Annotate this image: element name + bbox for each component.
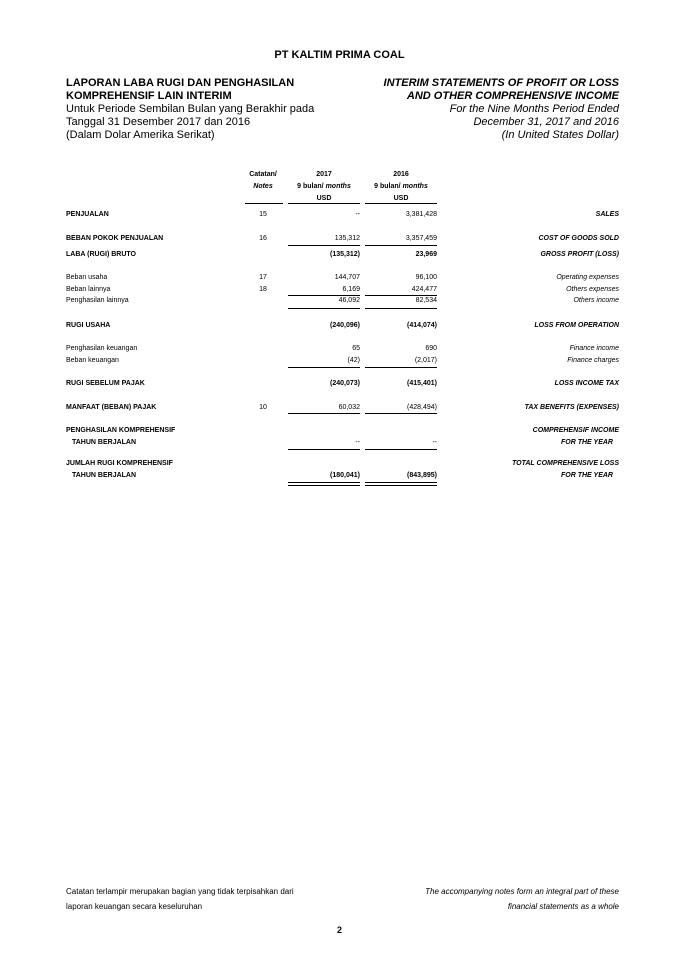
total-double-rule-2017-a bbox=[288, 482, 360, 483]
row-label: TAHUN BERJALAN bbox=[72, 472, 137, 479]
row-label-en: Finance charges bbox=[567, 357, 619, 364]
row-label: TAHUN BERJALAN bbox=[72, 439, 137, 446]
row-label: JUMLAH RUGI KOMPREHENSIF bbox=[66, 460, 173, 467]
footer-right-line1: The accompanying notes form an integral part of these bbox=[425, 887, 619, 896]
total-double-rule-2016-b bbox=[365, 485, 437, 486]
row-label: LABA (RUGI) BRUTO bbox=[66, 251, 136, 258]
col-2017-period: 9 bulan/ months bbox=[297, 183, 351, 190]
subtitle-right-line1: For the Nine Months Period Ended bbox=[449, 103, 619, 115]
row-value-2017: -- bbox=[355, 439, 360, 446]
subtitle-left-line2: Tanggal 31 Desember 2017 dan 2016 bbox=[66, 116, 251, 128]
row-value-2016: 3,381,428 bbox=[405, 211, 437, 218]
subtotal-rule-2016 bbox=[365, 367, 437, 368]
row-value-2017: 135,312 bbox=[334, 235, 360, 242]
row-label-en: GROSS PROFIT (LOSS) bbox=[540, 251, 619, 258]
col-2016-currency: USD bbox=[393, 195, 409, 202]
row-value-2017: (135,312) bbox=[330, 251, 360, 258]
subtitle-left-line1: Untuk Periode Sembilan Bulan yang Berakhir pada bbox=[66, 103, 315, 115]
row-value-2017: 60,032 bbox=[338, 404, 360, 411]
row-label-en: Finance income bbox=[569, 345, 619, 352]
footer-left-line1: Catatan terlampir merupakan bagian yang tidak terpisahkan dari bbox=[66, 887, 294, 896]
subtitle-right-line2: December 31, 2017 and 2016 bbox=[473, 116, 619, 128]
subtotal-rule-2017 bbox=[288, 413, 360, 414]
subtotal-rule-2016 bbox=[365, 308, 437, 309]
title-left-line1: LAPORAN LABA RUGI DAN PENGHASILAN bbox=[66, 77, 295, 89]
row-label: MANFAAT (BEBAN) PAJAK bbox=[66, 404, 157, 411]
row-value-2016: (428,494) bbox=[407, 404, 437, 411]
row-value-2016: 3,357,459 bbox=[405, 235, 437, 242]
row-value-2017: 65 bbox=[352, 345, 360, 352]
row-note: 10 bbox=[259, 404, 267, 411]
row-label: RUGI SEBELUM PAJAK bbox=[66, 380, 145, 387]
row-value-2017: 144,707 bbox=[334, 274, 360, 281]
row-value-2017: 6,169 bbox=[342, 286, 360, 293]
row-label: PENGHASILAN KOMPREHENSIF bbox=[66, 427, 176, 434]
col-2017-year: 2017 bbox=[316, 171, 332, 178]
row-value-2017: (42) bbox=[347, 357, 360, 364]
row-value-2016: (843,895) bbox=[407, 472, 437, 479]
subtotal-rule-2016 bbox=[365, 413, 437, 414]
row-note: 17 bbox=[259, 274, 267, 281]
row-label-en: Operating expenses bbox=[556, 274, 619, 281]
total-double-rule-2016-a bbox=[365, 482, 437, 483]
company-name: PT KALTIM PRIMA COAL bbox=[274, 49, 405, 61]
subtitle-right-line3: (In United States Dollar) bbox=[501, 129, 619, 141]
row-value-2017: -- bbox=[355, 211, 360, 218]
row-label: BEBAN POKOK PENJUALAN bbox=[66, 235, 164, 242]
col-2016-period: 9 bulan/ months bbox=[374, 183, 428, 190]
subtitle-left-line3: (Dalam Dolar Amerika Serikat) bbox=[66, 129, 215, 141]
row-label-en: COST OF GOODS SOLD bbox=[538, 235, 619, 242]
title-right-line1: INTERIM STATEMENTS OF PROFIT OR LOSS bbox=[383, 77, 619, 89]
row-value-2016: 424,477 bbox=[411, 286, 437, 293]
col-notes-header: Catatan/ bbox=[249, 171, 277, 178]
row-value-2016: (415,401) bbox=[407, 380, 437, 387]
row-value-2016: 96,100 bbox=[415, 274, 437, 281]
subtotal-rule-2017 bbox=[288, 308, 360, 309]
footer-right-line2: financial statements as a whole bbox=[507, 902, 619, 911]
row-value-2017: (180,041) bbox=[330, 472, 360, 479]
row-note: 16 bbox=[259, 235, 267, 242]
title-right-line2: AND OTHER COMPREHENSIVE INCOME bbox=[406, 90, 619, 102]
row-label: Penghasilan lainnya bbox=[66, 297, 129, 304]
row-value-2017: (240,096) bbox=[330, 322, 360, 329]
footer-left-line2: laporan keuangan secara keseluruhan bbox=[66, 902, 203, 911]
col-notes-underline bbox=[245, 203, 283, 204]
row-value-2016: (2,017) bbox=[414, 357, 437, 364]
row-label-en: SALES bbox=[595, 211, 619, 218]
subtotal-rule-2016 bbox=[365, 449, 437, 450]
subtotal-rule-2017 bbox=[288, 245, 360, 246]
row-value-2016: 690 bbox=[425, 345, 437, 352]
row-note: 15 bbox=[259, 211, 267, 218]
col-notes-header-en: Notes bbox=[253, 183, 273, 190]
row-label: Penghasilan keuangan bbox=[66, 345, 138, 352]
row-label-en: Others expenses bbox=[566, 286, 619, 293]
subtotal-rule-2016 bbox=[365, 295, 437, 296]
col-2017-currency: USD bbox=[316, 195, 332, 202]
subtotal-rule-2017 bbox=[288, 367, 360, 368]
row-value-2017: (240,073) bbox=[330, 380, 360, 387]
row-label-en: TAX BENEFITS (EXPENSES) bbox=[524, 404, 619, 411]
subtotal-rule-2016 bbox=[365, 245, 437, 246]
row-label: RUGI USAHA bbox=[66, 322, 111, 329]
col-2016-year: 2016 bbox=[393, 171, 409, 178]
subtotal-rule-2017 bbox=[288, 295, 360, 296]
row-label-en: FOR THE YEAR bbox=[561, 439, 613, 446]
col-2016-underline bbox=[365, 203, 437, 204]
row-label-en: LOSS FROM OPERATION bbox=[534, 322, 619, 329]
row-value-2016: 82,534 bbox=[415, 297, 437, 304]
title-left-line2: KOMPREHENSIF LAIN INTERIM bbox=[66, 90, 232, 102]
row-label-en: TOTAL COMPREHENSIVE LOSS bbox=[512, 460, 619, 467]
row-label: PENJUALAN bbox=[66, 211, 109, 218]
page-number: 2 bbox=[336, 925, 342, 935]
row-value-2016: 23,969 bbox=[415, 251, 437, 258]
total-double-rule-2017-b bbox=[288, 485, 360, 486]
row-label: Beban keuangan bbox=[66, 357, 119, 364]
subtotal-rule-2017 bbox=[288, 449, 360, 450]
row-label-en: Others income bbox=[573, 297, 619, 304]
row-label-en: LOSS INCOME TAX bbox=[554, 380, 619, 387]
row-value-2016: -- bbox=[432, 439, 437, 446]
row-label-en: FOR THE YEAR bbox=[561, 472, 613, 479]
row-value-2016: (414,074) bbox=[407, 322, 437, 329]
row-label: Beban usaha bbox=[66, 274, 108, 281]
row-note: 18 bbox=[259, 286, 267, 293]
col-2017-underline bbox=[288, 203, 360, 204]
row-label: Beban lainnya bbox=[66, 286, 111, 293]
row-value-2017: 46,092 bbox=[338, 297, 360, 304]
row-label-en: COMPREHENSIF INCOME bbox=[532, 427, 619, 434]
